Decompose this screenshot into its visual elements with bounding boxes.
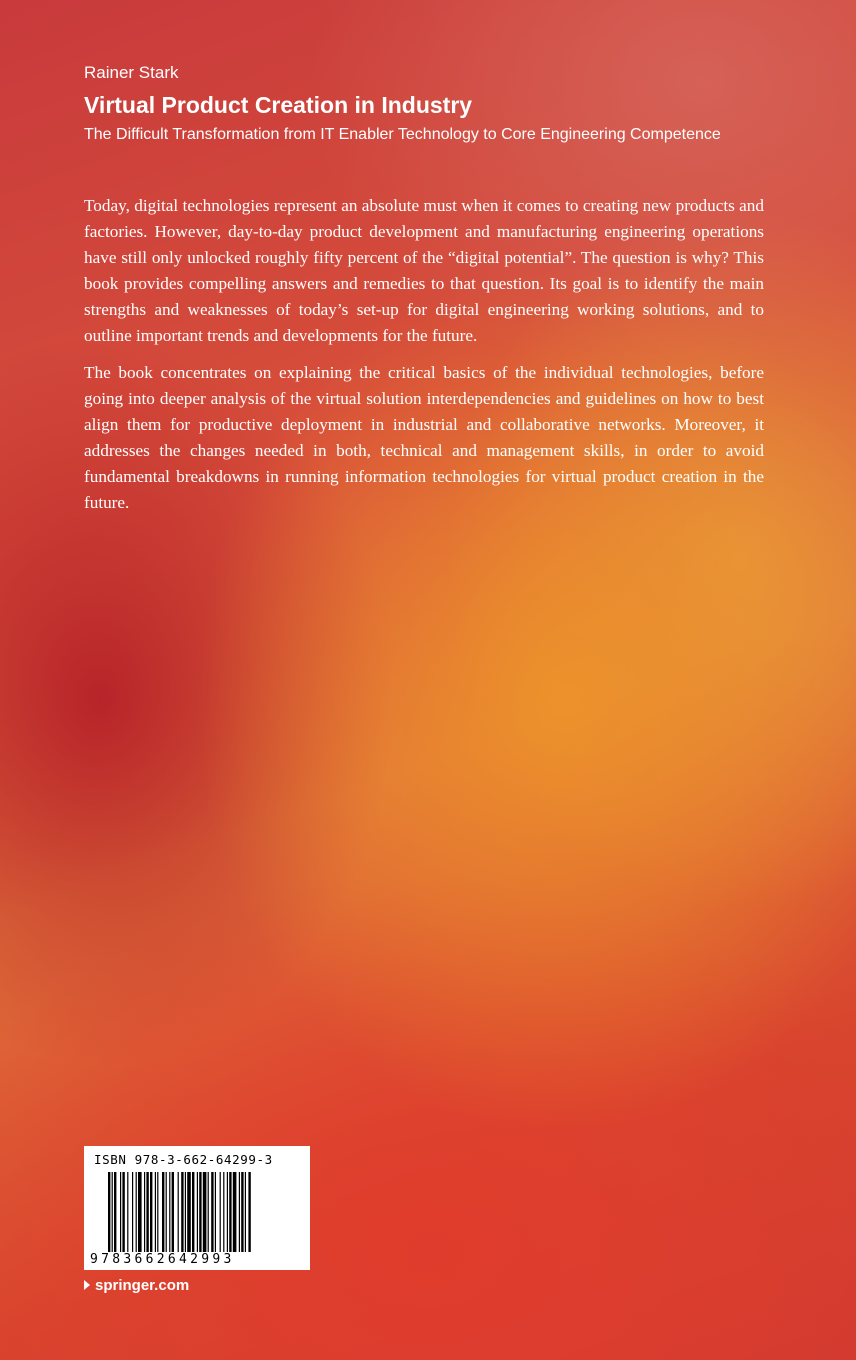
blurb-paragraph: Today, digital technologies represent an absolute must when it comes to creating new products and factories. However, day-to-day product development and manufacturing engineering operations have still only unlocked roughly fifty percent of the “digital potential”. The question is why? This book provides compelling answers and remedies to that question. Its goal is to identify the main strengths and weaknesses of today’s set-up for digital engineering working solutions, and to outline important trends and developments for the future. — [84, 196, 764, 345]
publisher-url: springer.com — [95, 1277, 190, 1294]
barcode-bar — [108, 1172, 110, 1252]
barcode-bar — [241, 1172, 243, 1252]
barcode-bar — [223, 1172, 224, 1252]
barcode-bar — [136, 1172, 137, 1252]
author-name: Rainer Stark — [84, 63, 179, 82]
barcode-bar — [197, 1172, 198, 1252]
barcode-bar — [233, 1172, 237, 1252]
barcode-bar — [157, 1172, 158, 1252]
barcode-bar — [199, 1172, 201, 1252]
barcode-bar — [172, 1172, 174, 1252]
barcode-bar — [208, 1172, 209, 1252]
barcode-bars — [108, 1172, 288, 1252]
barcode-bar — [192, 1172, 194, 1252]
barcode-bar — [227, 1172, 228, 1252]
barcode-bar — [211, 1172, 213, 1252]
barcode-bar — [127, 1172, 128, 1252]
barcode-bar — [187, 1172, 191, 1252]
barcode-bar — [146, 1172, 148, 1252]
barcode-digits: 9783662642993 — [90, 1252, 235, 1267]
barcode-bar — [138, 1172, 142, 1252]
barcode-bar — [178, 1172, 179, 1252]
barcode-bar — [215, 1172, 216, 1252]
book-subtitle: The Difficult Transformation from IT Enabler Technology to Core Engineering Competence — [84, 126, 721, 143]
publisher-link[interactable] — [84, 1277, 189, 1294]
barcode-bar — [132, 1172, 133, 1252]
barcode-bar — [120, 1172, 121, 1252]
barcode-bar — [155, 1172, 156, 1252]
blurb — [84, 193, 764, 527]
isbn-label: ISBN 978-3-662-64299-3 — [94, 1152, 273, 1167]
barcode-bar — [114, 1172, 116, 1252]
barcode-bar — [248, 1172, 250, 1252]
triangle-right-icon — [84, 1280, 90, 1290]
barcode-bar — [112, 1172, 113, 1252]
barcode-bar — [245, 1172, 246, 1252]
book-title: Virtual Product Creation in Industry — [84, 92, 473, 118]
barcode-bar — [229, 1172, 231, 1252]
barcode-bar — [150, 1172, 152, 1252]
blurb-paragraph: The book concentrates on explaining the critical basics of the individual technologies, before going into deeper analysis of the virtual solution interdependencies and guidelines on how to best align them for productive deployment in industrial and collaborative networks. Moreover, it addresses the changes needed in both, technical and management skills, in order to avoid fundamental breakdowns in running information technologies for virtual product creation in the future. — [84, 363, 764, 512]
barcode-bar — [144, 1172, 145, 1252]
barcode-box — [84, 1146, 310, 1270]
barcode-bar — [220, 1172, 221, 1252]
barcode-bar — [203, 1172, 207, 1252]
barcode-bar — [185, 1172, 186, 1252]
barcode-bar — [181, 1172, 183, 1252]
barcode-bar — [239, 1172, 240, 1252]
barcode-bar — [122, 1172, 124, 1252]
barcode-bar — [162, 1172, 164, 1252]
barcode-bar — [169, 1172, 170, 1252]
barcode-bar — [166, 1172, 167, 1252]
